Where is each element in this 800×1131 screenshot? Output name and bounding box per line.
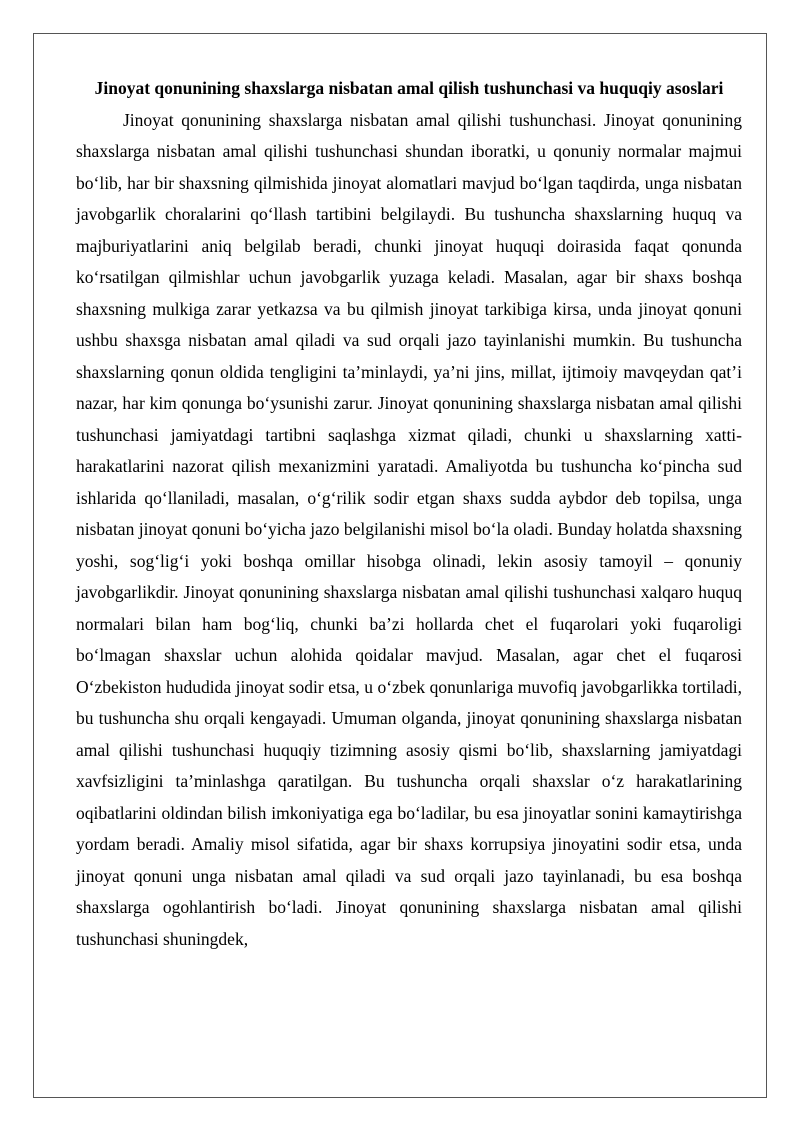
document-body [76,73,742,955]
body-paragraph: Jinoyat qonunining shaxslarga nisbatan amal qilishi tushunchasi. Jinoyat qonunining shaxslarga nisbatan amal qilishi tushunchasi shundan iboratki, u qonuniy normalar majmui bo‘lib, har bir shaxsning qilmishida jinoyat alomatlari mavjud bo‘lgan taqdirda, unga nisbatan javobgarlik choralarini qo‘llash tartibini belgilaydi. Bu tushuncha shaxslarning huquq va majburiyatlarini aniq belgilab beradi, chunki jinoyat huquqi doirasida faqat qonunda ko‘rsatilgan qilmishlar uchun javobgarlik yuzaga keladi. Masalan, agar bir shaxs boshqa shaxsning mulkiga zarar yetkazsa va bu qilmish jinoyat tarkibiga kirsa, unda jinoyat qonuni ushbu shaxsga nisbatan amal qiladi va sud orqali jazo tayinlanishi mumkin. Bu tushuncha shaxslarning qonun oldida tengligini ta’minlaydi, ya’ni jins, millat, ijtimoiy mavqeydan qat’i nazar, har kim qonunga bo‘ysunishi zarur. Jinoyat qonunining shaxslarga nisbatan amal qilishi tushunchasi jamiyatdagi tartibni saqlashga xizmat qiladi, chunki u shaxslarning xatti-harakatlarini nazorat qilish mexanizmini yaratadi. Amaliyotda bu tushuncha ko‘pincha sud ishlarida qo‘llaniladi, masalan, o‘g‘rilik sodir etgan shaxs sudda aybdor deb topilsa, unga nisbatan jinoyat qonuni bo‘yicha jazo belgilanishi misol bo‘la oladi. Bunday holatda shaxsning yoshi, sog‘lig‘i yoki boshqa omillar hisobga olinadi, lekin asosiy tamoyil – qonuniy javobgarlikdir. Jinoyat qonunining shaxslarga nisbatan amal qilishi tushunchasi xalqaro huquq normalari bilan ham bog‘liq, chunki ba’zi hollarda chet el fuqarolari yoki fuqaroligi bo‘lmagan shaxslar uchun alohida qoidalar mavjud. Masalan, agar chet el fuqarosi O‘zbekiston hududida jinoyat sodir etsa, u o‘zbek qonunlariga muvofiq javobgarlikka tortiladi, bu tushuncha shu orqali kengayadi. Umuman olganda, jinoyat qonunining shaxslarga nisbatan amal qilishi tushunchasi huquqiy tizimning asosiy qismi bo‘lib, shaxslarning jamiyatdagi xavfsizligini ta’minlashga qaratilgan. Bu tushuncha orqali shaxslar o‘z harakatlarining oqibatlarini oldindan bilish imkoniyatiga ega bo‘ladilar, bu esa jinoyatlar sonini kamaytirishga yordam beradi. Amaliy misol sifatida, agar bir shaxs korrupsiya jinoyatini sodir etsa, unda jinoyat qonuni unga nisbatan amal qiladi va sud orqali jazo tayinlanadi, bu esa boshqa shaxslarga ogohlantirish bo‘ladi. Jinoyat qonunining shaxslarga nisbatan amal qilishi tushunchasi shuningdek, [76,109,742,949]
document-title: Jinoyat qonunining shaxslarga nisbatan amal qilish tushunchasi va huquqiy asoslari [94,78,724,98]
